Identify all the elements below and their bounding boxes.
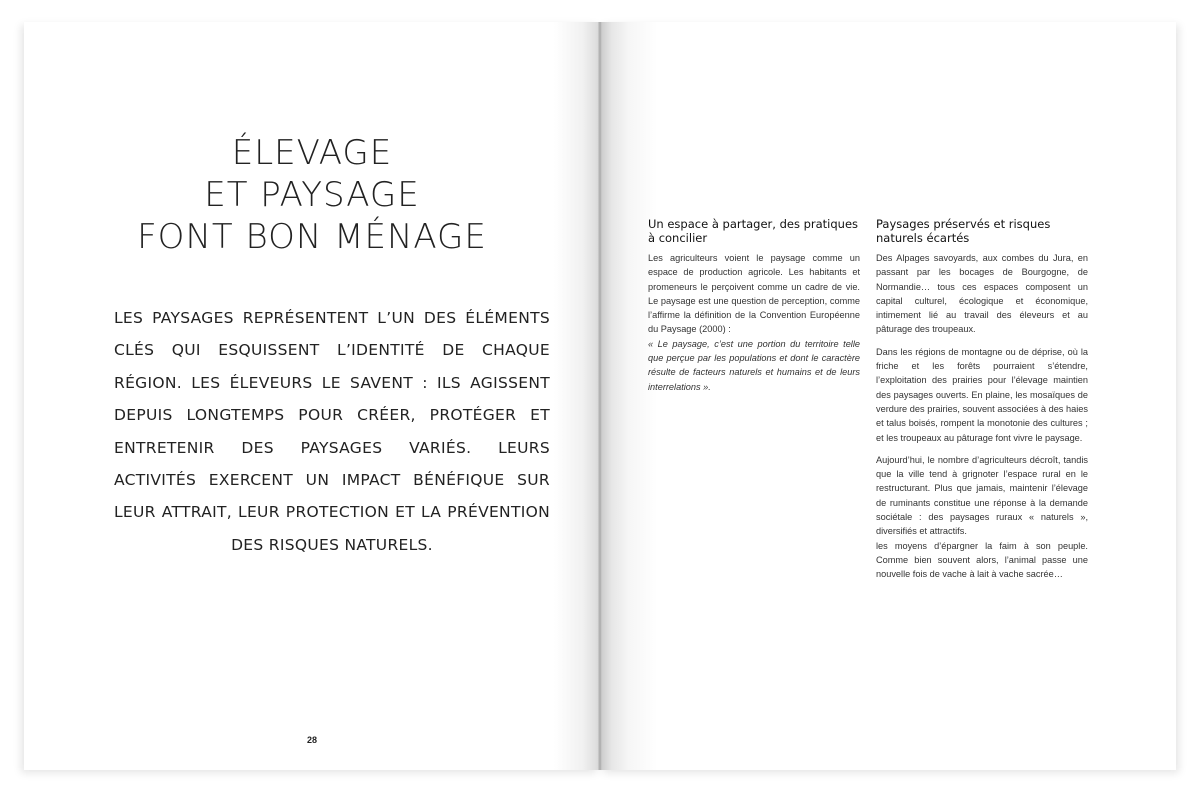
- column-1-heading: Un espace à partager, des pratiques à concilier: [648, 217, 859, 245]
- title-line-1: ÉLEVAGE: [231, 133, 393, 173]
- column-2-paragraph-3: Aujourd’hui, le nombre d’agriculteurs décroît, tandis que la ville tend à grignoter l’espace rural en le restructurant. Plus que jamais, maintenir l’élevage de ruminants constitue une réponse à la demande sociétale : des paysages ruraux « naturels », diversifiés et attractifs.: [876, 454, 1088, 537]
- column-1-paragraph: Les agriculteurs voient le paysage comme un espace de production agricole. Les habitants et promeneurs le perçoivent comme un cadre de vie. Le paysage est une question de perception, comme l’affirme la définition de la Convention Européenne du Paysage (2000) :: [648, 253, 860, 335]
- intro-paragraph: LES PAYSAGES REPRÉSENTENT L’UN DES ÉLÉMENTS CLÉS QUI ESQUISSENT L’IDENTITÉ DE CHAQUE RÉGION. LES ÉLEVEURS LE SAVENT : ILS AGISSENT DEPUIS LONGTEMPS POUR CRÉER, PROTÉGER ET ENTRETENIR DES PAYSAGES VARIÉS. LEURS ACTIVITÉS EXERCENT UN IMPACT BÉNÉFIQUE SUR LEUR ATTRAIT, LEUR PROTECTION ET LA PRÉVENTION DES RISQUES NATURELS.: [114, 309, 550, 554]
- column-2-paragraph-2: Dans les régions de montagne ou de déprise, où la friche et les forêts pourraient s’étendre, l’exploitation des prairies pour l’élevage maintien des paysages ouverts. En plaine, les mosaïques de verdure des prairies, souvent associées à des haies et talus boisés, rompent la monotonie des cultures ; et les troupeaux au pâturage font vivre le paysage.: [876, 346, 1088, 443]
- column-espace-partager: [648, 217, 860, 402]
- column-2-heading: Paysages préservés et risques naturels écartés: [876, 217, 1051, 245]
- title-line-2: ET PAYSAGE: [204, 175, 420, 215]
- column-paysages-preserves: [876, 217, 1088, 590]
- title-line-3: FONT BON MÉNAGE: [137, 217, 487, 257]
- left-page: [24, 22, 600, 770]
- column-2-paragraph-4: les moyens d’épargner la faim à son peuple. Comme bien souvent alors, l’animal passe une nouvelle fois de vache à lait à vache sacrée…: [876, 540, 1088, 580]
- page-number: 28: [306, 735, 317, 745]
- convention-quote: « Le paysage, c’est une portion du territoire telle que perçue par les populations et dont le caractère résulte de facteurs naturels et humains et de leurs interrelations ».: [648, 338, 860, 392]
- right-page: [600, 22, 1176, 770]
- column-2-paragraph-1: Des Alpages savoyards, aux combes du Jura, en passant par les bocages de Bourgogne, de Normandie… tous ces espaces composent un capital culturel, écologique et économique, intimement lié au travail des éleveurs et au pâturage des troupeaux.: [876, 253, 1088, 335]
- book-gutter: [598, 22, 602, 770]
- page-title: [24, 132, 600, 258]
